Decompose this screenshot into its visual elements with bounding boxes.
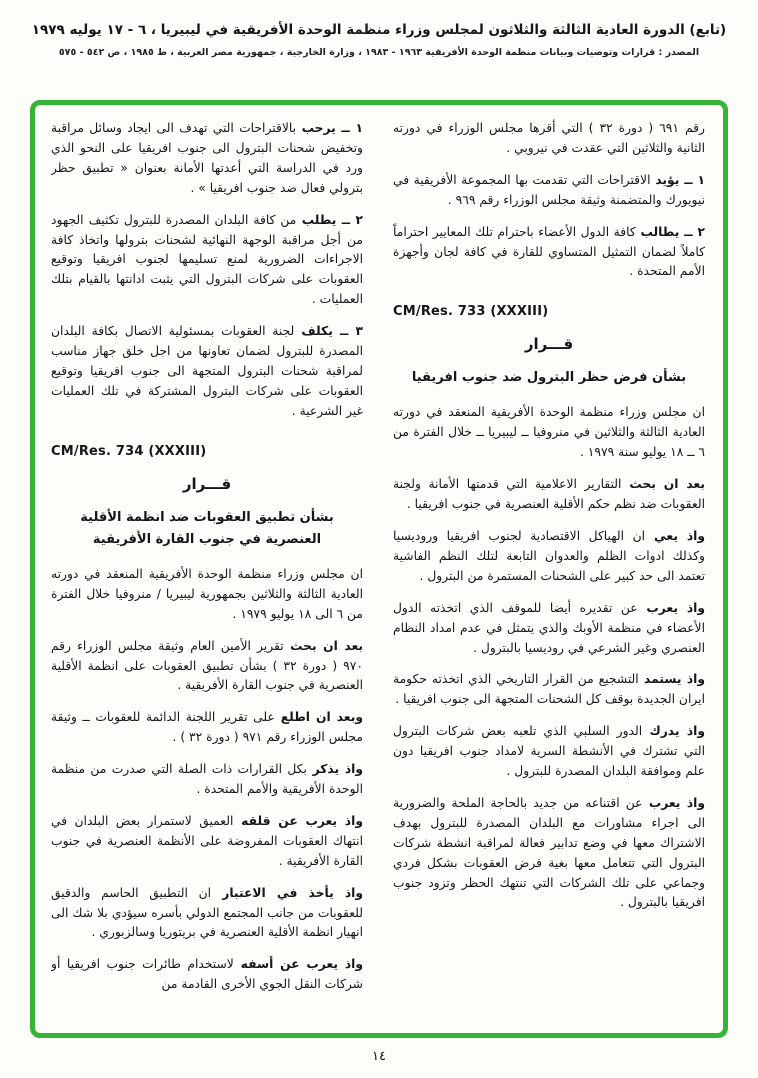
resolution-subject: بشأن فرض حظر البترول ضد جنوب افريقيا [411,370,687,386]
paragraph: بعد ان بحث تقرير الأمين العام وثيقة مجلس الوزراء رقم ٩٧٠ ( دورة ٣٢ ) بشأن تطبيق العقوبات على انظمة الأقلية العنصرية في جنوب القارة الأفريقية . [51,638,363,693]
paragraph: رقم ٦٩١ ( دورة ٣٢ ) التي أقرها مجلس الوزراء في دورته الثانية والثلاثين التي عقدت في نيروبي . [393,121,705,155]
paragraph: ٢ ــ يطلب من كافة البلدان المصدرة للبترول تكثيف الجهود من أجل مراقبة الوجهة النهائية لشحنات بترولها واتخاذ كافة الاجراءات الضرورية لمنع تسليمها لجنوب افريقيا وتوقيع العقوبات على شركات البترول التي يثبت ادانتها بالقيام بتلك العمليات . [51,212,363,307]
column-right [393,119,705,1023]
paragraph: وبعد ان اطلع على تقرير اللجنة الدائمة للعقوبات ــ وثيقة مجلس الوزراء رقم ٩٧١ ( دورة ٣٢ ) . [51,710,363,745]
paragraph: ٣ ــ يكلف لجنة العقوبات بمسئولية الاتصال بكافة البلدان المصدرة للبترول لضمان تعاونها من اجل خلق جهاز مناسب لمراقبة شحنات البترول المتجهة الى جنوب افريقيا وتوقيع العقوبات على شركات البترول المشتركة في تلك العمليات غير الشرعية . [51,324,363,418]
paragraph: واذ يعرب عن اقتناعه من جديد بالحاجة الملحة والضرورية الى اجراء مشاورات مع البلدان المصدرة للبترول بهدف الاشتراك معها في وضع تدابير فعالة لمراقبة انشطة شركات البترول التي تتعامل معها بغية فرض العقوبات بشكل فردي وجماعي على تلك الشركات التي تنتهك الحظر وتزود جنوب افريقيا بالبترول . [393,795,705,910]
paragraph: ١ ــ يرحب بالاقتراحات التي تهدف الى ايجاد وسائل مراقبة وتخفيض شحنات البترول الى جنوب افريقيا على النحو الذي ورد في الدراسة التي أعدتها الأمانة بعنوان « تطبيق حظر بترولي فعال ضد جنوب افريقيا » . [51,121,363,195]
paragraph: بعد ان بحث التقارير الاعلامية التي قدمتها الأمانة ولجنة العقوبات ضد نظم حكم الأقلية العنصرية في جنوب افريقيا . [393,477,705,512]
resolution-heading: قـــرار [182,474,232,493]
document-title: (تابع) الدورة العادية الثالثة والثلاثون لمجلس وزراء منظمة الوحدة الأفريقية في ليبيريا ، ٦ - ١٧ يوليه ١٩٧٩ [31,22,727,38]
paragraph: ان مجلس وزراء منظمة الوحدة الأفريقية المنعقد في دورته العادية الثالثة والثلاثين بجمهورية ليبيريا / منروفيا خلال الفترة من ٦ الى ١٨ يوليو ١٩٧٩ . [51,566,363,621]
paragraph: واذ يدرك الدور السلبي الذي تلعبه بعض شركات البترول التي تشترك في الأنشطة السرية لامداد جنوب افريقيا دون علم وموافقة البلدان المصدرة للبترول . [393,724,705,779]
paragraph: ٢ ــ يطالب كافة الدول الأعضاء باحترام تلك المعايير احتراماً كاملاً لضمان التمثيل المتساوي للقارة في كافة لجان وأجهزة الأمم المتحدة . [393,224,705,279]
document-source: المصدر : قرارات وتوصيات وبيانات منظمة الوحدة الأفريقية ١٩٦٣ - ١٩٨٣ ، وزارة الخارجية ، جمهورية مصر العربية ، ط ١٩٨٥ ، ص ٥٤٢ - ٥٧٥ [58,47,700,59]
paragraph: واذ يعي ان الهياكل الاقتصادية لجنوب افريقيا وروديسيا وكذلك ادوات الظلم والعدوان التابعة لتلك النظم الفاشية تعتمد الى حد كبير على الشحنات المستمرة من البترول . [393,528,705,583]
page-header [0,0,758,58]
two-column-layout [51,119,705,1023]
resolution-heading: قـــرار [524,335,574,354]
resolution-subject: بشأن تطبيق العقوبات ضد انظمة الأقلية العنصرية في جنوب القارة الأفريقية [80,509,334,547]
resolution-id: CM/Res. 734 (XXXIII) [51,443,207,459]
paragraph: ١ ــ يؤيد الاقتراحات التي تقدمت بها المجموعة الأفريقية في نيويورك والمتضمنة وثيقة مجلس الوزراء رقم ٩٦٩ . [393,172,705,207]
paragraph: واذ يستمد التشجيع من القرار التاريخي الذي اتخذته حكومة ايران الجديدة بوقف كل الشحنات المتجهة الى جنوب افريقيا . [393,672,705,707]
paragraph: واذ يعرب عن تقديره أيضا للموقف الذي اتخذته الدول الأعضاء في منظمة الأوبك والذي يتمثل في عدم امداد النظام العنصري وغير الشرعي في روديسيا بالبترول . [393,600,705,655]
page-number: ١٤ [372,1049,386,1064]
resolution-id: CM/Res. 733 (XXXIII) [393,304,549,320]
paragraph: واذ يذكر بكل القرارات ذات الصلة التي صدرت من منظمة الوحدة الأفريقية والأمم المتحدة . [51,762,363,797]
paragraph: واذ يأخذ في الاعتبار ان التطبيق الحاسم والدقيق للعقوبات من جانب المجتمع الدولي بأسره سيؤدي بلا شك الى انهيار انظمة الأقلية العنصرية في بريتوريا وسالزبوري . [51,885,363,940]
paragraph: واذ يعرب عن قلقه العميق لاستمرار بعض البلدان في انتهاك العقوبات المفروضة على الأنظمة العنصرية في جنوب القارة الأفريقية . [51,813,363,868]
paragraph: ان مجلس وزراء منظمة الوحدة الأفريقية المنعقد في دورته العادية الثالثة والثلاثين في منروفيا ــ ليبيريا ــ خلال الفترة من ٦ ــ ١٨ يوليو سنة ١٩٧٩ . [393,405,705,460]
content-frame [30,100,728,1038]
paragraph: واذ يعرب عن أسفه لاستخدام طائرات جنوب افريقيا أو شركات النقل الجوي الأخرى القادمة من [51,957,363,992]
column-left [51,119,363,1023]
